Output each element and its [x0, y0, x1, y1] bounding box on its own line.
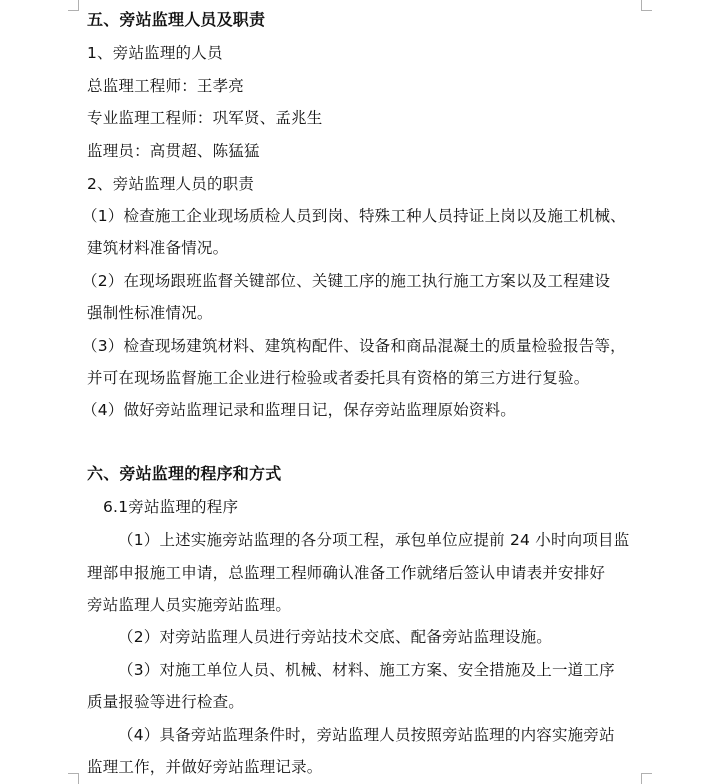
corner-crop-mark	[641, 773, 652, 784]
duty-3-line-a: （3）检查现场建筑材料、建筑构配件、设备和商品混凝土的质量检验报告等，	[82, 337, 626, 355]
step-4-line-a: （4）具备旁站监理条件时，旁站监理人员按照旁站监理的内容实施旁站	[118, 726, 615, 744]
corner-crop-mark	[68, 0, 79, 11]
step-1-line-a: （1）上述实施旁站监理的各分项工程，承包单位应提前 24 小时向项目监	[118, 531, 630, 549]
duty-1-line-a: （1）检查施工企业现场质检人员到岗、特殊工种人员持证上岗以及施工机械、	[82, 207, 626, 225]
chief-engineer-line: 总监理工程师：王孝亮	[87, 77, 245, 95]
specialty-engineer-line: 专业监理工程师：巩军贤、孟兆生	[87, 109, 323, 127]
item-1-title: 1、旁站监理的人员	[87, 44, 223, 62]
step-2-line: （2）对旁站监理人员进行旁站技术交底、配备旁站监理设施。	[118, 628, 552, 646]
duty-1-line-b: 建筑材料准备情况。	[87, 239, 229, 257]
item-2-title: 2、旁站监理人员的职责	[87, 175, 255, 193]
duty-2-line-b: 强制性标准情况。	[87, 304, 213, 322]
step-3-line-a: （3）对施工单位人员、机械、材料、施工方案、安全措施及上一道工序	[118, 661, 615, 679]
step-4-line-b: 监理工作，并做好旁站监理记录。	[87, 758, 323, 776]
corner-crop-mark	[68, 773, 79, 784]
duty-3-line-b: 并可在现场监督施工企业进行检验或者委托具有资格的第三方进行复验。	[87, 369, 590, 387]
step-1-line-b: 理部申报施工申请，总监理工程师确认准备工作就绪后签认申请表并安排好	[87, 564, 606, 582]
step-3-line-b: 质量报验等进行检查。	[87, 693, 245, 711]
section-5-heading: 五、旁站监理人员及职责	[87, 10, 266, 29]
duty-4-line: （4）做好旁站监理记录和监理日记，保存旁站监理原始资料。	[82, 401, 516, 419]
corner-crop-mark	[641, 0, 652, 11]
section-6-heading: 六、旁站监理的程序和方式	[87, 464, 282, 483]
supervisor-line: 监理员：高贯超、陈猛猛	[87, 142, 260, 160]
step-1-line-c: 旁站监理人员实施旁站监理。	[87, 596, 292, 614]
duty-2-line-a: （2）在现场跟班监督关键部位、关键工序的施工执行施工方案以及工程建设	[82, 272, 611, 290]
subsection-6-1-title: 6.1旁站监理的程序	[103, 498, 239, 516]
